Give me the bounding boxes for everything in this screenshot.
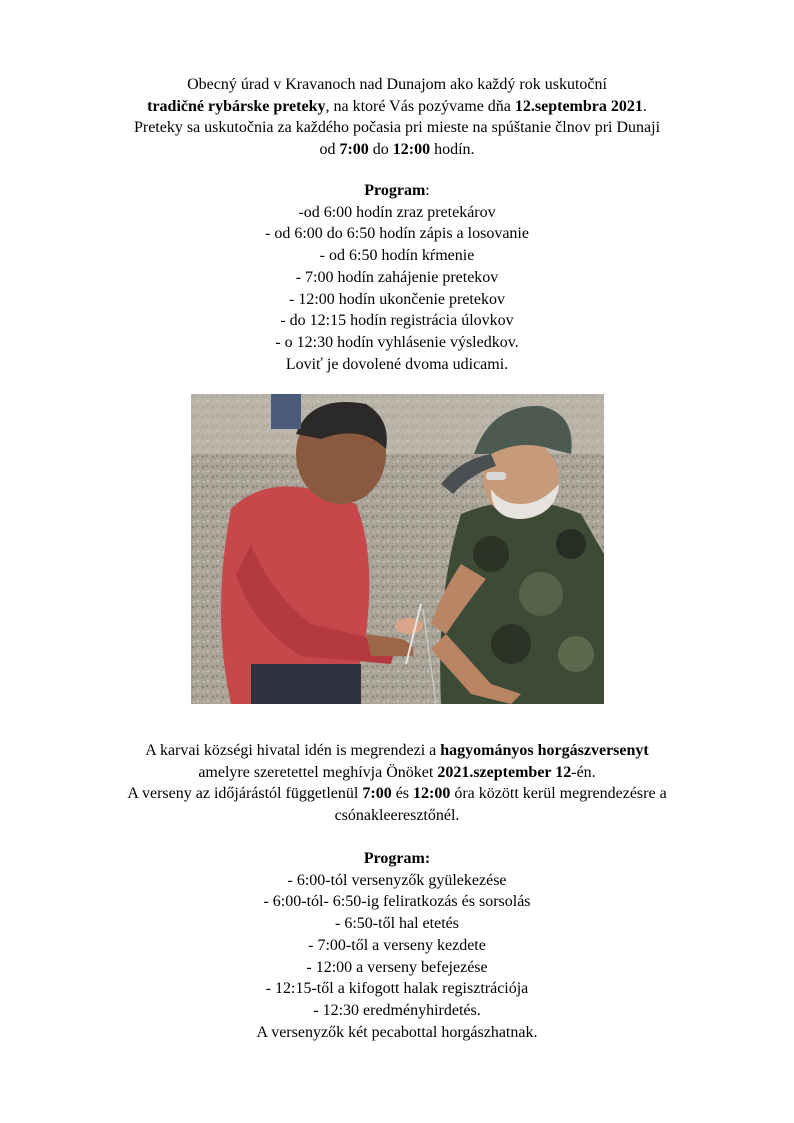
sk-program-item: - od 6:50 hodín kŕmenie [319,247,475,265]
hu-line-3-a: A verseny az időjárástól függetlenül [127,785,363,803]
sk-program-item: - 7:00 hodín zahájenie pretekov [295,268,499,286]
slovak-program [0,180,794,375]
hu-program-item: - 6:00-tól versenyzők gyülekezése [287,871,507,889]
sk-line-4-c: hodín. [430,141,475,159]
hu-line-1-a: A karvai községi hivatal idén is megrendezi a [145,742,441,759]
hu-program-item: - 7:00-től a verseny kezdete [308,936,486,954]
hu-line-2 [0,762,794,784]
hu-line-3-c: és [391,785,414,803]
sk-line-4-b: do [368,141,393,159]
hu-event-name: hagyományos horgászversenyt [440,742,649,759]
hu-line-3-e: óra között kerül megrendezésre a [450,785,667,803]
hu-program-item: - 6:00-tól- 6:50-ig feliratkozás és sorsolás [263,893,531,911]
hu-line-3 [0,783,794,805]
sk-line-2-end: . [642,97,647,115]
sk-program-item: - do 12:15 hodín registrácia úlovkov [280,312,514,330]
hu-program-item: - 6:50-től hal etetés [335,915,459,933]
sk-event-name: tradičné rybárske preteky [147,97,326,115]
slovak-invitation [0,74,794,161]
sk-line-1: Obecný úrad v Kravanoch nad Dunajom ako každý rok uskutoční [187,76,607,93]
sk-program-colon: : [425,182,430,199]
hu-event-date: 2021.szeptember 12 [437,763,572,781]
hu-closing: A versenyzők két pecabottal horgászhatnak. [256,1023,538,1041]
sk-closing: Loviť je dovolené dvoma udicami. [285,355,509,373]
hu-line-1 [0,740,794,762]
fishing-photo [191,394,604,704]
sk-line-4 [0,139,794,161]
fishing-photo-illustration [191,394,604,704]
hu-line-4: csónakleeresztőnél. [334,807,460,825]
hu-program-item: - 12:30 eredményhirdetés. [313,1001,481,1019]
sk-end-time: 12:00 [392,141,431,159]
hu-program-item: - 12:15-től a kifogott halak regisztrációja [265,980,529,998]
sk-program-title [0,180,794,202]
sk-start-time: 7:00 [339,141,369,159]
hungarian-program [0,848,794,1043]
sk-program-item: - 12:00 hodín ukončenie pretekov [289,290,505,308]
sk-line-2 [0,96,794,118]
sk-program-item: - o 12:30 hodín vyhlásenie výsledkov. [275,333,519,351]
hu-line-2-a: amelyre szeretettel meghívja Önöket [198,763,438,781]
sk-program-heading: Program [364,182,426,199]
sk-event-date: 12.septembra 2021 [514,97,643,115]
hu-end-time: 12:00 [413,785,451,803]
hu-program-heading: Program: [363,850,431,867]
hu-start-time: 7:00 [362,785,392,803]
sk-program-item: -od 6:00 hodín zraz pretekárov [298,203,496,221]
hu-program-item: - 12:00 a verseny befejezése [306,958,488,976]
sk-line-2-text: , na ktoré Vás pozývame dňa [325,97,515,115]
hu-program-title [0,848,794,870]
hungarian-invitation [0,740,794,827]
sk-line-3: Preteky sa uskutočnia za každého počasia pri mieste na spúštanie člnov pri Dunaji [133,119,661,137]
sk-line-4-a: od [319,141,340,159]
hu-line-2-c: -én. [571,763,596,781]
sk-program-item: - od 6:00 do 6:50 hodín zápis a losovanie [265,225,529,243]
